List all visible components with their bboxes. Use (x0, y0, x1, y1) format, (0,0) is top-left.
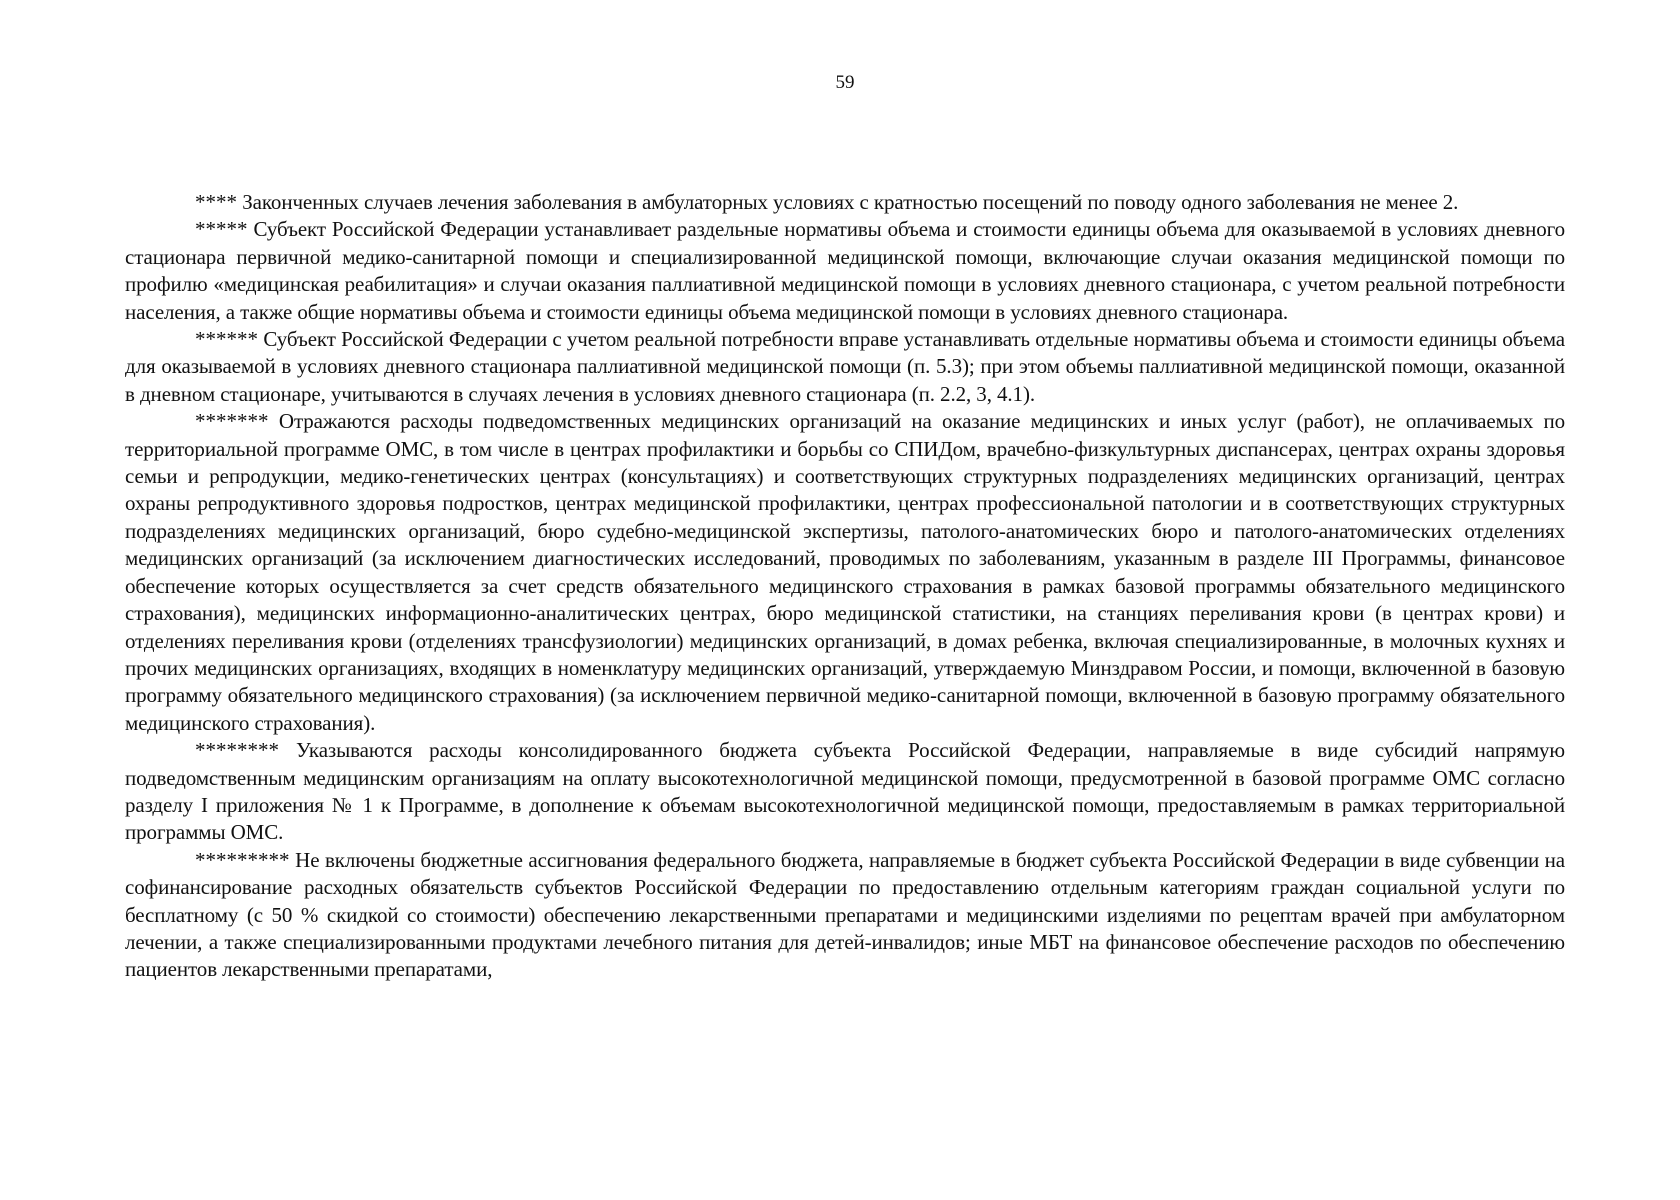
footnote-text: Субъект Российской Федерации устанавливает раздельные нормативы объема и стоимости единицы объема для оказываемой в условиях дневного стационара первичной медико-санитарной помощи и специализированной медицинской помощи, включающие случаи оказания медицинской помощи по профилю «медицинская реабилитация» и случаи оказания паллиативной медицинской помощи в условиях дневного стационара, с учетом реальной потребности населения, а также общие нормативы объема и стоимости единицы объема медицинской помощи в условиях дневного стационара. (125, 217, 1565, 324)
footnote-text: Отражаются расходы подведомственных медицинских организаций на оказание медицинских и иных услуг (работ), не оплачиваемых по территориальной программе ОМС, в том числе в центрах профилактики и борьбы со СПИДом, врачебно-физкультурных диспансерах, центрах охраны здоровья семьи и репродукции, медико-генетических центрах (консультациях) и соответствующих структурных подразделениях медицинских организаций, центрах охраны репродуктивного здоровья подростков, центрах медицинской профилактики, центрах профессиональной патологии и в соответствующих структурных подразделениях медицинских организаций, бюро судебно-медицинской экспертизы, патолого-анатомических бюро и патолого-анатомических отделениях медицинских организаций (за исключением диагностических исследований, проводимых по заболеваниям, указанным в разделе III Программы, финансовое обеспечение которых осуществляется за счет средств обязательного медицинского страхования в рамках базовой программы обязательного медицинского страхования), медицинских информационно-аналитических центрах, бюро медицинской статистики, на станциях переливания крови (в центрах крови) и отделениях переливания крови (отделениях трансфузиологии) медицинских организаций, в домах ребенка, включая специализированные, в молочных кухнях и прочих медицинских организациях, входящих в номенклатуру медицинских организаций, утверждаемую Минздравом России, и помощи, включенной в базовую программу обязательного медицинского страхования) (за исключением первичной медико-санитарной помощи, включенной в базовую программу обязательного медицинского страхования). (125, 409, 1566, 735)
footnote-text: Не включены бюджетные ассигнования федерального бюджета, направляемые в бюджет субъекта Российской Федерации в виде субвенции на софинансирование расходных обязательств субъектов Российской Федерации по предоставлению отдельным категориям граждан социальной услуги по бесплатному (с 50 % скидкой со стоимости) обеспечению лекарственными препаратами и медицинскими изделиями по рецептам врачей при амбулаторном лечении, а также специализированными продуктами лечебного питания для детей-инвалидов; иные МБТ на финансовое обеспечение расходов по обеспечению пациентов лекарственными препаратами, (125, 847, 1566, 982)
footnote-marker: ******* (195, 409, 269, 434)
footnote-marker: **** (195, 190, 237, 214)
footnote-marker: ***** (195, 217, 248, 242)
footnote-text: Законченных случаев лечения заболевания в амбулаторных условиях с кратностью посещений по поводу одного заболевания не менее 2. (242, 190, 1459, 214)
footnote-8 (125, 737, 1565, 847)
footnote-marker: ******** (195, 738, 279, 763)
footnote-6 (125, 326, 1565, 408)
footnote-text: Указываются расходы консолидированного бюджета субъекта Российской Федерации, направляемые в виде субсидий напрямую подведомственным медицинским организациям на оплату высокотехнологичной медицинской помощи, предусмотренной в базовой программе ОМС согласно разделу I приложения № 1 к Программе, в дополнение к объемам высокотехнологичной медицинской помощи, предоставляемым в рамках территориальной программы ОМС. (125, 738, 1566, 845)
footnote-7 (125, 408, 1565, 737)
page-number: 59 (835, 72, 855, 93)
footnote-marker: ****** (195, 327, 258, 352)
footnote-text: Субъект Российской Федерации с учетом реальной потребности вправе устанавливать отдельные нормативы объема и стоимости единицы объема для оказываемой в условиях дневного стационара паллиативной медицинской помощи (п. 5.3); при этом объемы паллиативной медицинской помощи, оказанной в дневном стационаре, учитываются в случаях лечения в условиях дневного стационара (п. 2.2, 3, 4.1). (125, 327, 1565, 406)
footnote-9 (125, 847, 1565, 984)
footnote-4 (125, 189, 1565, 216)
footnote-marker: ********* (195, 847, 290, 872)
footnote-5 (125, 216, 1565, 326)
footnotes-section (125, 189, 1565, 984)
